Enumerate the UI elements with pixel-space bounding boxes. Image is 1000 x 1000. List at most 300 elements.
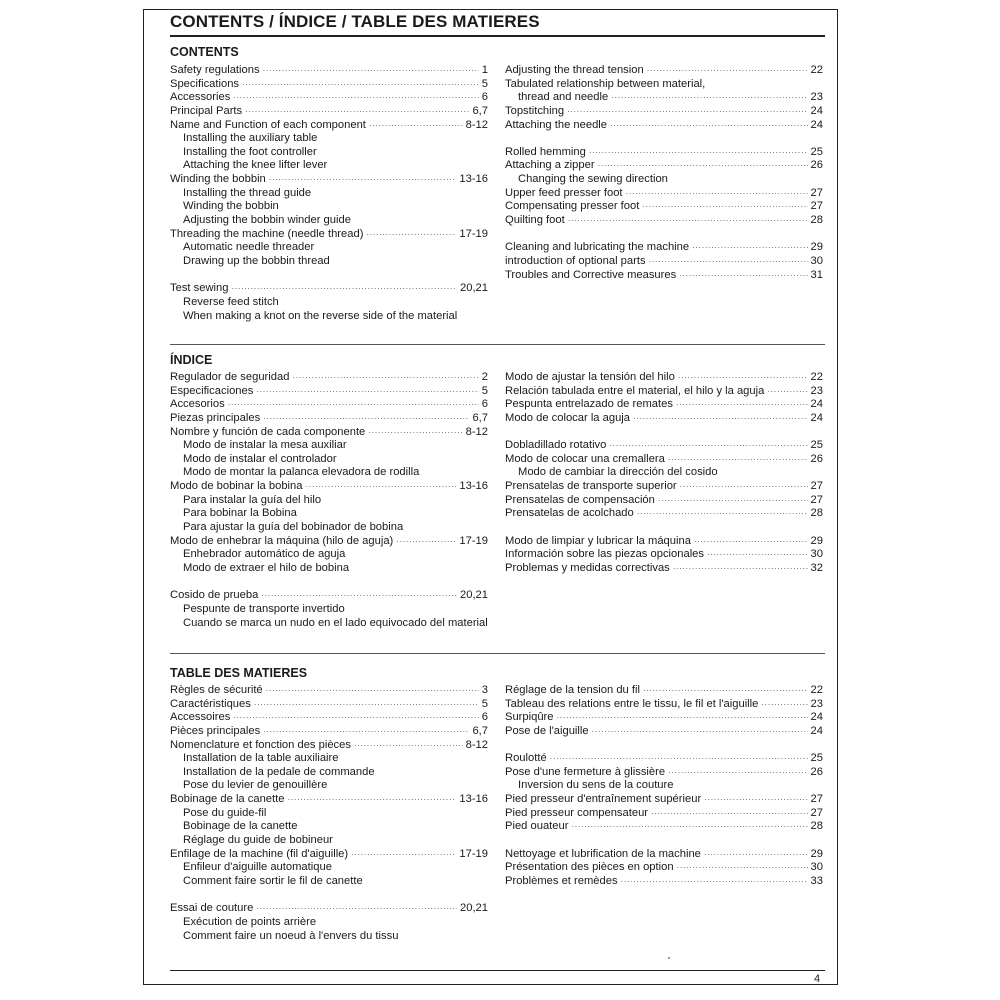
- toc-entry: [505, 684, 823, 698]
- toc-entry-label: Enfilage de la machine (fil d'aiguille): [170, 847, 349, 860]
- toc-subentry: [170, 159, 488, 173]
- toc-entry-label: Modo de ajustar la tensión del hilo: [505, 371, 675, 383]
- toc-subentry: [170, 548, 488, 562]
- dot-leader: [233, 711, 478, 725]
- toc-entry-label: Installing the foot controller: [183, 145, 317, 158]
- toc-entry-label: Nombre y función de cada componente: [170, 425, 366, 438]
- toc-subentry: [170, 255, 488, 269]
- toc-subentry: [170, 466, 488, 480]
- dot-leader: [263, 64, 479, 78]
- toc-entry-label: Règles de sécurité: [170, 684, 263, 696]
- dot-leader: [292, 371, 478, 385]
- toc-entry: [170, 371, 488, 385]
- dot-leader: [287, 793, 456, 807]
- toc-subentry: [170, 766, 488, 780]
- toc-entry-page: 28: [810, 214, 823, 227]
- toc-entry-label: Automatic needle threader: [183, 241, 315, 254]
- toc-subentry: [170, 916, 488, 930]
- toc-entry-page: 17-19: [459, 534, 488, 547]
- toc-entry-page: 13-16: [459, 173, 488, 186]
- table-des-matieres-left-column: [170, 684, 488, 943]
- toc-entry: [170, 91, 488, 105]
- toc-entry-label: When making a knot on the reverse side of the material: [183, 309, 458, 322]
- toc-subentry: [170, 214, 488, 228]
- toc-entry-page: 29: [810, 847, 823, 860]
- dot-leader: [228, 398, 479, 412]
- toc-entry: [505, 535, 823, 549]
- dot-leader: [550, 752, 808, 766]
- toc-entry-label: Pose de l'aiguille: [505, 724, 589, 737]
- toc-entry: [170, 848, 488, 862]
- toc-entry: [505, 269, 823, 283]
- toc-entry: [505, 214, 823, 228]
- toc-entry-label: Cuando se marca un nudo en el lado equivocado del material: [183, 616, 488, 629]
- toc-entry-page: 3: [481, 684, 488, 696]
- dot-leader: [589, 146, 808, 160]
- toc-entry-page: 29: [810, 241, 823, 254]
- dot-leader: [598, 159, 808, 173]
- toc-entry-page: 17-19: [459, 227, 488, 240]
- toc-entry: [170, 902, 488, 916]
- dot-leader: [567, 105, 807, 119]
- toc-entry-page: 24: [810, 398, 823, 411]
- dot-leader: [366, 228, 456, 242]
- toc-entry-page: 23: [810, 91, 823, 104]
- toc-entry-page: 13-16: [459, 480, 488, 493]
- dot-leader: [369, 119, 463, 133]
- toc-subentry: [170, 507, 488, 521]
- toc-entry-page: 25: [810, 439, 823, 452]
- toc-entry-label: Cleaning and lubricating the machine: [505, 241, 690, 254]
- toc-entry-label: Modo de bobinar la bobina: [170, 480, 303, 493]
- toc-entry-label: Nettoyage et lubrification de la machine: [505, 847, 701, 860]
- toc-entry-page: 29: [810, 534, 823, 547]
- toc-entry-label: Pied ouateur: [505, 820, 569, 833]
- dot-leader: [592, 725, 808, 739]
- toc-entry-label: Pose du guide-fil: [183, 806, 267, 819]
- toc-entry-label: Prensatelas de acolchado: [505, 507, 634, 520]
- toc-entry-page: 8-12: [465, 425, 488, 438]
- toc-subentry: [170, 861, 488, 875]
- toc-entry-page: 23: [810, 384, 823, 397]
- toc-entry-page: 20,21: [460, 902, 488, 915]
- dot-leader: [368, 426, 462, 440]
- toc-entry: [170, 739, 488, 753]
- toc-entry-page: 25: [810, 145, 823, 158]
- toc-entry-label: Tabulated relationship between material,: [505, 77, 706, 90]
- toc-entry-label: Modo de colocar una cremallera: [505, 452, 665, 465]
- toc-entry: [505, 752, 823, 766]
- bottom-rule: [170, 970, 825, 971]
- toc-entry-page: 33: [810, 874, 823, 887]
- toc-entry: [505, 861, 823, 875]
- dot-leader: [266, 684, 479, 698]
- dot-leader: [694, 535, 808, 549]
- toc-entry-label: Pespunta entrelazado de remates: [505, 398, 673, 411]
- toc-entry-label: Winding the bobbin: [183, 200, 279, 213]
- page-title: CONTENTS / ÍNDICE / TABLE DES MATIERES: [170, 12, 540, 31]
- contents-left-column: [170, 64, 488, 323]
- toc-entry-label: Reverse feed stitch: [183, 295, 279, 308]
- toc-entry-page: 32: [810, 561, 823, 574]
- toc-entry-label: Réglage du guide de bobineur: [183, 834, 333, 847]
- toc-entry-label: Caractéristiques: [170, 697, 251, 710]
- toc-entry-label: Attaching the knee lifter lever: [183, 159, 328, 172]
- toc-entry-label: Safety regulations: [170, 64, 260, 76]
- toc-subentry: [170, 562, 488, 576]
- toc-entry: [505, 255, 823, 269]
- toc-entry-label: Accesorios: [170, 398, 225, 411]
- toc-entry: [505, 766, 823, 780]
- toc-subentry: [170, 494, 488, 508]
- toc-entry: [170, 412, 488, 426]
- toc-entry: [505, 507, 823, 521]
- toc-entry-label: Información sobre las piezas opcionales: [505, 548, 704, 561]
- toc-entry-label: Winding the bobbin: [170, 173, 266, 186]
- dot-leader: [761, 698, 807, 712]
- toc-entry: [170, 480, 488, 494]
- toc-entry-label: Installation de la table auxiliaire: [183, 752, 339, 765]
- toc-entry-label: Inversion du sens de la couture: [518, 779, 674, 792]
- toc-entry: [170, 684, 488, 698]
- toc-entry-page: 5: [481, 77, 488, 90]
- toc-entry: [170, 282, 488, 296]
- toc-entry-label: Surpiqûre: [505, 711, 554, 724]
- toc-spacer: [505, 132, 823, 146]
- toc-entry-label: Essai de couture: [170, 902, 254, 915]
- toc-entry-label: Présentation des pièces en option: [505, 861, 674, 874]
- toc-entry-label: Changing the sewing direction: [518, 173, 668, 186]
- toc-entry-page: 20,21: [460, 282, 488, 295]
- toc-entry: [170, 535, 488, 549]
- dot-leader: [269, 173, 457, 187]
- toc-subentry: [170, 310, 488, 324]
- dot-leader: [647, 64, 808, 78]
- toc-entry-label: Réglage de la tension du fil: [505, 684, 640, 696]
- dot-leader: [704, 793, 807, 807]
- dot-leader: [673, 562, 808, 576]
- toc-entry: [505, 875, 823, 889]
- toc-entry-page: 27: [810, 793, 823, 806]
- toc-entry-label: Piezas principales: [170, 411, 261, 424]
- toc-subentry: [170, 521, 488, 535]
- toc-entry-page: 26: [810, 452, 823, 465]
- toc-entry-page: 30: [810, 254, 823, 267]
- section-divider: [170, 344, 825, 345]
- toc-entry-label: Relación tabulada entre el material, el hilo y la aguja: [505, 384, 765, 397]
- toc-entry-page: 26: [810, 159, 823, 172]
- toc-entry-label: Upper feed presser foot: [505, 186, 623, 199]
- toc-entry-label: Modo de cambiar la dirección del cosido: [518, 466, 718, 479]
- dot-leader: [610, 119, 808, 133]
- toc-spacer: [505, 228, 823, 242]
- dot-leader: [680, 480, 808, 494]
- toc-entry-page: 24: [810, 711, 823, 724]
- toc-entry-label: Problèmes et remèdes: [505, 874, 618, 887]
- toc-entry-label: Accessories: [170, 91, 231, 104]
- toc-entry: [505, 848, 823, 862]
- toc-entry-label: Adjusting the thread tension: [505, 64, 644, 76]
- toc-entry: [505, 562, 823, 576]
- toc-entry-label: Comment faire sortir le fil de canette: [183, 874, 363, 887]
- toc-entry-page: 5: [481, 697, 488, 710]
- toc-spacer: [505, 426, 823, 440]
- dot-leader: [263, 412, 469, 426]
- table-des-matieres-right-column: [505, 684, 823, 889]
- toc-entry-label: Topstitching: [505, 104, 565, 117]
- indice-right-column: [505, 371, 823, 576]
- toc-entry-label: Modo de enhebrar la máquina (hilo de aguja): [170, 534, 394, 547]
- dot-leader: [609, 439, 807, 453]
- toc-subentry: [170, 617, 488, 631]
- toc-entry: [505, 200, 823, 214]
- toc-entry-label: introduction of optional parts: [505, 254, 646, 267]
- toc-entry-page: 8-12: [465, 738, 488, 751]
- toc-entry: [505, 820, 823, 834]
- toc-subentry: [170, 820, 488, 834]
- toc-entry-label: Installation de la pedale de commande: [183, 765, 375, 778]
- toc-entry: [505, 439, 823, 453]
- dot-leader: [649, 255, 808, 269]
- toc-entry: [505, 241, 823, 255]
- toc-entry-label: Dobladillado rotativo: [505, 439, 607, 452]
- toc-entry: [505, 159, 823, 173]
- toc-subentry: [170, 453, 488, 467]
- toc-entry-label: Name and Function of each component: [170, 118, 366, 131]
- toc-entry-page: 23: [810, 697, 823, 710]
- toc-entry-page: 27: [810, 493, 823, 506]
- toc-entry-page: 30: [810, 861, 823, 874]
- toc-entry-label: Para bobinar la Bobina: [183, 507, 297, 520]
- dot-leader: [557, 711, 808, 725]
- toc-entry-label: Exécution de points arrière: [183, 915, 317, 928]
- toc-entry: [505, 64, 823, 78]
- toc-subentry: [170, 241, 488, 255]
- toc-entry: [170, 426, 488, 440]
- toc-entry-label: Installing the auxiliary table: [183, 132, 318, 145]
- dot-leader: [568, 214, 808, 228]
- toc-entry-page: 6: [481, 398, 488, 411]
- toc-entry-label: Prensatelas de transporte superior: [505, 480, 677, 493]
- toc-entry: [170, 64, 488, 78]
- section-heading-contents: CONTENTS: [170, 45, 239, 59]
- toc-entry-label: Pièces principales: [170, 724, 261, 737]
- toc-entry: [505, 385, 823, 399]
- dot-leader: [351, 848, 456, 862]
- toc-subentry: [170, 807, 488, 821]
- dot-leader: [231, 282, 457, 296]
- toc-entry: [170, 228, 488, 242]
- toc-entry: [170, 385, 488, 399]
- dot-leader: [621, 875, 808, 889]
- dot-leader: [571, 820, 807, 834]
- dot-leader: [254, 698, 479, 712]
- toc-subentry: [505, 466, 823, 480]
- dot-leader: [704, 848, 808, 862]
- toc-entry-page: 31: [810, 268, 823, 281]
- toc-entry-page: 24: [810, 411, 823, 424]
- toc-entry-label: Comment faire un noeud à l'envers du tissu: [183, 929, 399, 942]
- dot-leader: [263, 725, 469, 739]
- dot-leader: [679, 269, 807, 283]
- toc-entry-label: Drawing up the bobbin thread: [183, 254, 330, 267]
- toc-entry-label: Adjusting the bobbin winder guide: [183, 214, 351, 227]
- toc-entry-label: Cosido de prueba: [170, 589, 259, 602]
- dot-leader: [396, 535, 456, 549]
- dot-leader: [692, 241, 807, 255]
- dot-leader: [626, 187, 808, 201]
- toc-entry-label: Modo de limpiar y lubricar la máquina: [505, 534, 691, 547]
- toc-entry-label: Para instalar la guía del hilo: [183, 493, 322, 506]
- toc-entry-page: 8-12: [465, 118, 488, 131]
- toc-entry-page: 1: [481, 64, 488, 76]
- toc-spacer: [170, 269, 488, 283]
- toc-entry-label: Tableau des relations entre le tissu, le fil et l'aiguille: [505, 697, 759, 710]
- toc-subentry: [170, 296, 488, 310]
- toc-entry: [505, 78, 823, 92]
- toc-subentry: [170, 200, 488, 214]
- toc-spacer: [505, 739, 823, 753]
- toc-entry-label: Test sewing: [170, 282, 229, 295]
- toc-entry-label: Attaching the needle: [505, 118, 608, 131]
- toc-entry: [505, 494, 823, 508]
- toc-entry-page: 6,7: [472, 724, 488, 737]
- toc-subentry: [505, 91, 823, 105]
- toc-entry-label: Roulotté: [505, 752, 547, 765]
- title-rule: [170, 35, 825, 37]
- toc-entry-page: 6,7: [472, 104, 488, 117]
- toc-entry-page: 24: [810, 104, 823, 117]
- toc-entry-label: Quilting foot: [505, 214, 565, 227]
- toc-entry-page: 25: [810, 752, 823, 765]
- toc-entry-label: Pose d'une fermeture à glissière: [505, 765, 666, 778]
- toc-subentry: [170, 439, 488, 453]
- toc-entry: [505, 146, 823, 160]
- toc-subentry: [505, 779, 823, 793]
- dot-leader: [256, 902, 457, 916]
- toc-entry-page: 26: [810, 765, 823, 778]
- toc-entry-label: Installing the thread guide: [183, 186, 312, 199]
- toc-entry: [505, 105, 823, 119]
- dot-leader: [306, 480, 457, 494]
- toc-entry-label: Pied presseur d'entraînement supérieur: [505, 793, 702, 806]
- toc-entry-label: Threading the machine (needle thread): [170, 227, 364, 240]
- dot-leader: [611, 91, 807, 105]
- toc-entry-page: 28: [810, 507, 823, 520]
- toc-entry: [170, 698, 488, 712]
- toc-entry: [505, 548, 823, 562]
- toc-entry-label: Principal Parts: [170, 104, 243, 117]
- toc-entry-page: 30: [810, 548, 823, 561]
- toc-entry-page: 27: [810, 806, 823, 819]
- toc-entry: [505, 398, 823, 412]
- toc-entry-page: 13-16: [459, 793, 488, 806]
- toc-entry: [505, 187, 823, 201]
- toc-subentry: [170, 603, 488, 617]
- toc-subentry: [170, 779, 488, 793]
- toc-entry: [505, 412, 823, 426]
- toc-entry-page: 24: [810, 724, 823, 737]
- toc-entry-label: Accessoires: [170, 711, 231, 724]
- toc-entry-label: Enhebrador automático de aguja: [183, 548, 346, 561]
- toc-entry: [170, 173, 488, 187]
- dot-leader: [678, 371, 808, 385]
- toc-entry: [505, 453, 823, 467]
- toc-subentry: [505, 173, 823, 187]
- toc-entry-label: Modo de montar la palanca elevadora de rodilla: [183, 466, 420, 479]
- toc-entry-label: Pespunte de transporte invertido: [183, 602, 345, 615]
- toc-entry: [170, 589, 488, 603]
- toc-entry: [170, 119, 488, 133]
- toc-subentry: [170, 187, 488, 201]
- toc-entry: [170, 725, 488, 739]
- dot-leader: [256, 385, 478, 399]
- dot-leader: [651, 807, 808, 821]
- dot-leader: [676, 398, 808, 412]
- toc-entry-page: 6,7: [472, 411, 488, 424]
- toc-entry-label: Pied presseur compensateur: [505, 806, 649, 819]
- dot-leader: [677, 861, 808, 875]
- section-heading-indice: ÍNDICE: [170, 353, 213, 367]
- section-divider: [170, 653, 825, 654]
- dot-leader: [707, 548, 808, 562]
- dot-leader: [261, 589, 457, 603]
- toc-entry: [170, 105, 488, 119]
- toc-entry: [505, 371, 823, 385]
- toc-entry-page: 27: [810, 186, 823, 199]
- toc-entry: [505, 698, 823, 712]
- toc-entry-page: 20,21: [460, 589, 488, 602]
- toc-entry-label: Regulador de seguridad: [170, 371, 290, 383]
- toc-subentry: [170, 146, 488, 160]
- dot-leader: [354, 739, 463, 753]
- toc-entry-label: Troubles and Corrective measures: [505, 268, 677, 281]
- toc-entry: [170, 398, 488, 412]
- dot-leader: [245, 105, 469, 119]
- toc-entry-page: 22: [810, 684, 823, 696]
- toc-entry-label: thread and needle: [518, 91, 609, 104]
- toc-entry: [505, 711, 823, 725]
- contents-right-column: [505, 64, 823, 282]
- toc-entry-label: Nomenclature et fonction des pièces: [170, 738, 351, 751]
- toc-spacer: [505, 834, 823, 848]
- dot-leader: [242, 78, 479, 92]
- toc-entry-page: 5: [481, 384, 488, 397]
- toc-entry-label: Specifications: [170, 77, 240, 90]
- toc-entry-page: 28: [810, 820, 823, 833]
- toc-entry-page: 6: [481, 711, 488, 724]
- toc-entry: [505, 480, 823, 494]
- toc-entry: [505, 807, 823, 821]
- toc-entry-label: Pose du levier de genouillère: [183, 779, 328, 792]
- toc-spacer: [170, 576, 488, 590]
- dot-leader: [668, 453, 808, 467]
- toc-subentry: [170, 930, 488, 944]
- page-number: 4: [814, 973, 821, 985]
- toc-entry-label: Bobinage de la canette: [183, 820, 298, 833]
- dot-leader: [637, 507, 808, 521]
- toc-entry-label: Rolled hemming: [505, 145, 586, 158]
- toc-entry-label: Para ajustar la guía del bobinador de bobina: [183, 521, 404, 534]
- section-heading-table-des-matieres: TABLE DES MATIERES: [170, 666, 308, 680]
- toc-subentry: [170, 132, 488, 146]
- toc-spacer: [170, 889, 488, 903]
- toc-entry: [505, 725, 823, 739]
- toc-entry-page: 22: [810, 64, 823, 76]
- toc-entry-page: 27: [810, 480, 823, 493]
- toc-entry-label: Bobinage de la canette: [170, 793, 285, 806]
- toc-entry-label: Modo de extraer el hilo de bobina: [183, 561, 350, 574]
